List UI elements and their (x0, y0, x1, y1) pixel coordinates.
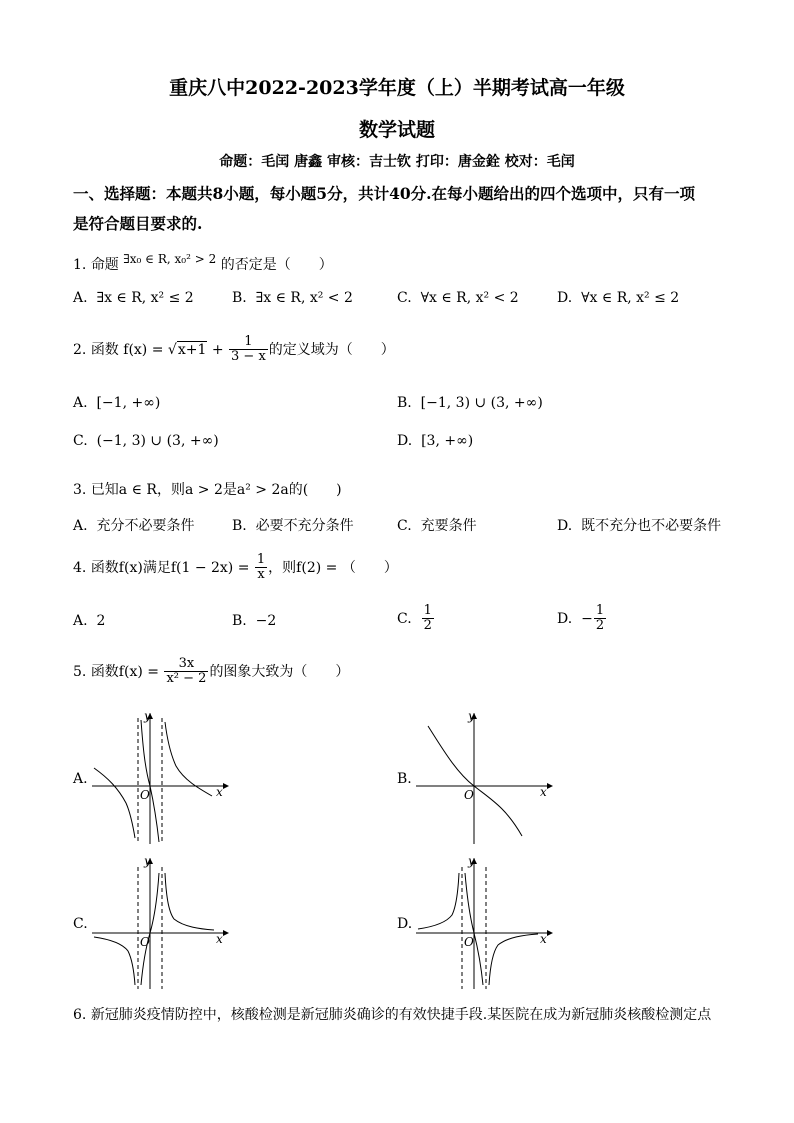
q5-graph-c-x-label: x (216, 932, 223, 946)
section-heading-line1: 一、选择题：本题共8小题，每小题5分，共计40分.在每小题给出的四个选项中，只有一项 (73, 184, 696, 203)
q6-number: 6. (73, 1007, 87, 1023)
q4-option-b[interactable]: B. −2 (232, 613, 277, 629)
q1-pre: 命题 (90, 257, 119, 273)
q4-option-d[interactable]: D. − $\frac{1}{2}$ (557, 603, 605, 634)
q1-option-c[interactable]: C. ∀x ∈ R, x² < 2 (397, 290, 519, 306)
q1-option-d[interactable]: D. ∀x ∈ R, x² ≤ 2 (557, 290, 680, 306)
q2-option-a[interactable]: A. [−1, +∞) (73, 395, 161, 411)
q2-option-b[interactable]: B. [−1, 3) ∪ (3, +∞) (397, 395, 543, 411)
q4-number: 4. (73, 559, 87, 576)
q5-graph-d-x-label: x (540, 932, 547, 946)
q5-graph-b-y-label: y (468, 709, 475, 723)
q5-pre: 函数f(x) = (90, 663, 164, 680)
q3-text: 已知a ∈ R，则a > 2是a² > 2a的( ) (90, 482, 342, 498)
q2-fx: f(x) = (123, 341, 168, 358)
question-1 (73, 254, 333, 274)
q5-post: 的图象大致为（ ） (209, 663, 350, 680)
q5-graph-c-y-label: y (144, 854, 151, 868)
q2-sqrt-arg: x+1 (177, 341, 207, 358)
q2-option-d[interactable]: D. [3, +∞) (397, 433, 474, 449)
q5-number: 5. (73, 663, 87, 680)
q3-option-a[interactable]: A. 充分不必要条件 (73, 518, 195, 534)
q1-number: 1. (73, 257, 87, 273)
q2-pre: 函数 (90, 341, 119, 358)
q5-graph-b-x-label: x (540, 785, 547, 799)
q3-option-c[interactable]: C. 充要条件 (397, 518, 477, 534)
q2-post: 的定义域为（ ） (268, 341, 395, 358)
exam-title: 重庆八中2022-2023学年度（上）半期考试高一年级 (169, 77, 625, 99)
question-4 (73, 553, 398, 583)
q5-graph-a-y-label: y (144, 709, 151, 723)
staff-line: 命题：毛闰 唐鑫 审核：吉士钦 打印：唐金銓 校对：毛闰 (219, 154, 575, 170)
q2-number: 2. (73, 341, 87, 358)
q5-graph-a-x-label: x (216, 785, 223, 799)
q5-option-b-label[interactable]: B. (397, 771, 412, 787)
q1-post: 的否定是（ ） (220, 257, 333, 273)
q5-graph-d-y-label: y (468, 854, 475, 868)
q4-option-a[interactable]: A. 2 (73, 613, 106, 629)
q4-pre: 函数f(x)满足f(1 − 2x) = (90, 559, 254, 576)
q5-fraction: $\frac{3x}{\text{x² − 2}}$ (166, 656, 207, 687)
q5-graph-d[interactable] (412, 853, 560, 993)
question-5 (73, 657, 349, 687)
q5-option-a-label[interactable]: A. (73, 771, 88, 787)
q3-option-d[interactable]: D. 既不充分也不必要条件 (557, 518, 722, 534)
q3-option-b[interactable]: B. 必要不充分条件 (232, 518, 354, 534)
q2-fraction: $\frac{1}{3 - x}$ (231, 334, 266, 365)
q2-option-c[interactable]: C. (−1, 3) ∪ (3, +∞) (73, 433, 219, 449)
section-heading-line2: 是符合题目要求的. (73, 214, 203, 233)
q3-number: 3. (73, 482, 87, 498)
q5-graph-a[interactable] (88, 708, 236, 848)
q5-graph-c-origin: O (140, 935, 150, 949)
q5-option-c-label[interactable]: C. (73, 916, 88, 932)
exam-subtitle: 数学试题 (358, 119, 435, 141)
q5-graph-c[interactable] (88, 853, 236, 993)
q6-text: 新冠肺炎疫情防控中，核酸检测是新冠肺炎确诊的有效快捷手段.某医院在成为新冠肺炎核酸检测定点 (90, 1007, 712, 1023)
q1-math: ∃x₀ ∈ R, x₀² > 2 (123, 252, 217, 266)
q4-fraction: $\frac{1}{x}$ (256, 552, 266, 583)
q1-option-a[interactable]: A. ∃x ∈ R, x² ≤ 2 (73, 290, 194, 306)
q4-option-c[interactable]: C. $\frac{1}{2}$ (397, 603, 432, 634)
q5-option-d-label[interactable]: D. (397, 916, 413, 932)
question-3 (73, 479, 342, 499)
q5-graph-b-origin: O (464, 788, 474, 802)
question-2: 2. 函数 f(x) = √x+1 + $\frac{1}{3 - x}$ 的定义域为（ ） (73, 334, 395, 365)
q5-graph-b[interactable] (412, 708, 560, 848)
q5-graph-d-origin: O (464, 935, 474, 949)
question-6 (73, 1004, 711, 1024)
q1-option-b[interactable]: B. ∃x ∈ R, x² < 2 (232, 290, 353, 306)
q5-graph-a-origin: O (140, 788, 150, 802)
q4-post: ，则f(2) = （ ） (268, 559, 398, 576)
